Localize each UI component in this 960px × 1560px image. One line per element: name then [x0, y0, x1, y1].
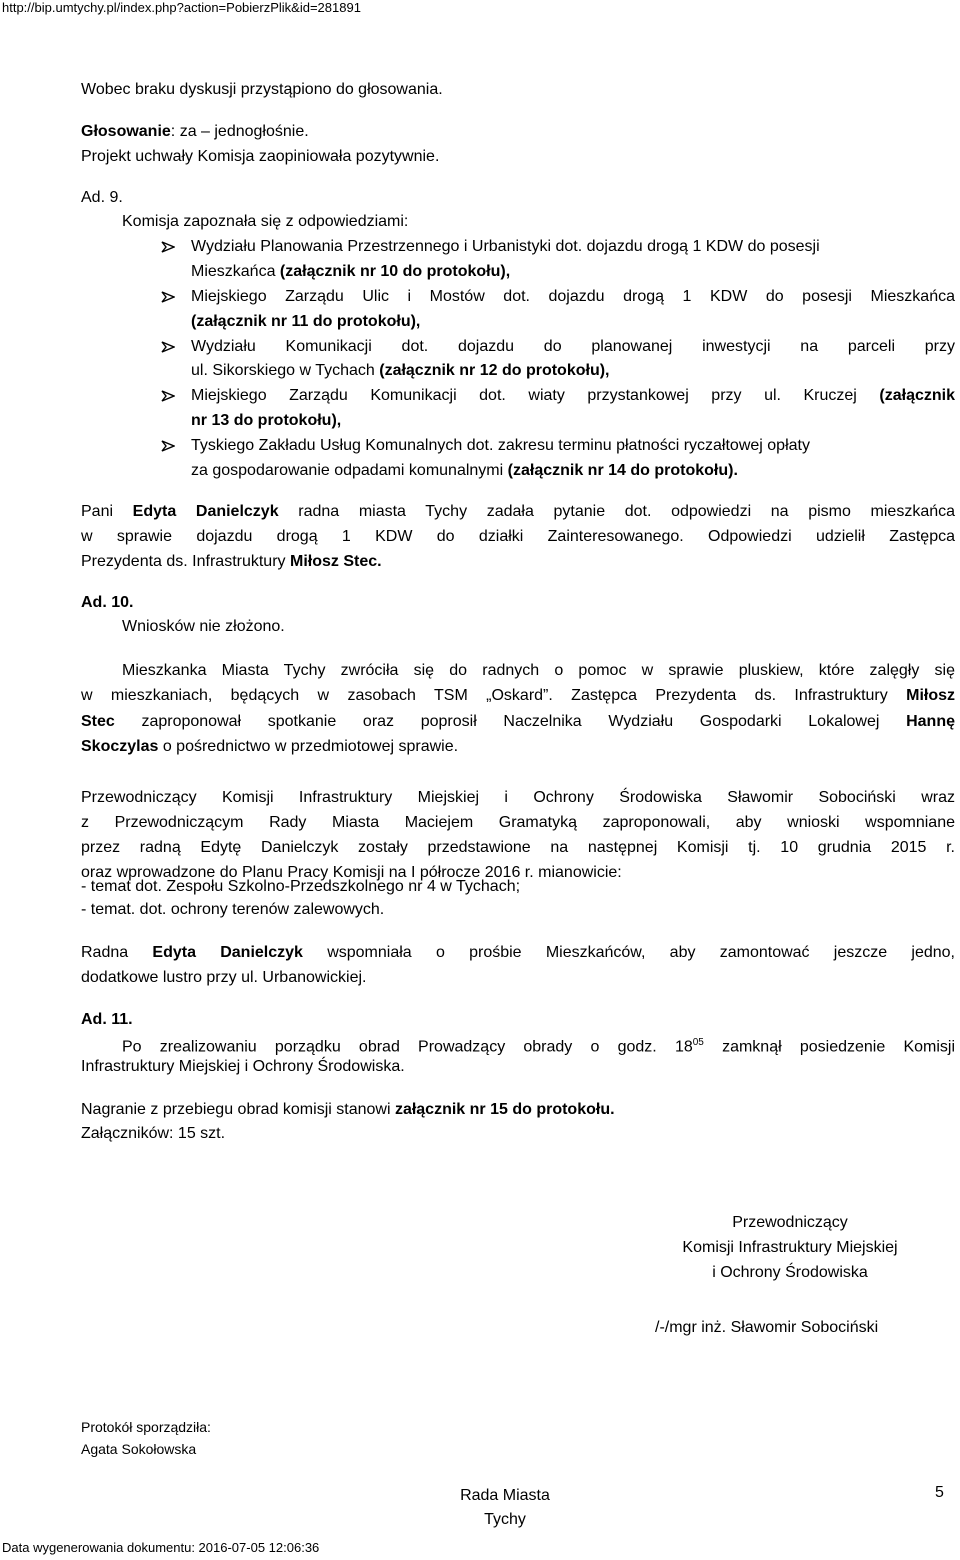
text-span: Mieszkańca — [191, 263, 280, 280]
text-span: o pośrednictwo w przedmiotowej sprawie. — [158, 738, 459, 755]
paragraph-line — [81, 686, 955, 706]
text-line: Wobec braku dyskusji przystąpiono do głosowania. — [81, 81, 443, 98]
paragraph-line — [81, 737, 458, 757]
person-name: Hannę — [906, 713, 955, 730]
prepared-by-name: Agata Sokołowska — [81, 1441, 197, 1457]
paragraph-line — [81, 552, 382, 572]
text-span: Nagranie z przebiegu obrad komisji stanowi — [81, 1101, 395, 1118]
paragraph-line: Przewodniczący Komisji Infrastruktury Miejskiej i Ochrony Środowiska Sławomir Sobociński wraz — [81, 789, 955, 806]
arrow-bullet-icon — [161, 337, 175, 353]
list-line: - temat dot. Zespołu Szkolno-Przedszkolnego nr 4 w Tychach; — [81, 878, 521, 895]
bullet-line: Wydziału Planowania Przestrzennego i Urbanistyki dot. dojazdu drogą 1 KDW do posesji — [191, 238, 820, 255]
text-span: za gospodarowanie odpadami komunalnymi — [191, 462, 508, 479]
paragraph-line: dodatkowe lustro przy ul. Urbanowickiej. — [81, 969, 367, 986]
source-url: http://bip.umtychy.pl/index.php?action=PobierzPlik&id=281891 — [2, 0, 361, 15]
text-span: Pani — [81, 503, 133, 520]
bullet-line: Wydziału Komunikacji dot. dojazdu do planowanej inwestycji na parceli przy — [191, 338, 955, 355]
bullet-line — [191, 386, 955, 406]
time-minutes: 05 — [692, 1037, 704, 1048]
section-heading-ad9: Ad. 9. — [81, 189, 123, 206]
list-line: - temat. dot. ochrony terenów zalewowych. — [81, 901, 385, 918]
page-number: 5 — [935, 1484, 944, 1501]
person-name: Miłosz — [906, 687, 955, 704]
text-span: Miejskiego Zarządu Komunikacji dot. wiaty przystankowej przy ul. Kruczej — [191, 387, 880, 404]
text-span: ul. Sikorskiego w Tychach — [191, 362, 380, 379]
text-span: radna miasta Tychy zadała pytanie dot. odpowiedzi na pismo mieszkańca — [278, 503, 956, 520]
person-name: Stec — [81, 713, 115, 730]
paragraph-line — [81, 502, 955, 522]
section-heading-ad11 — [81, 1010, 133, 1030]
person-name: Edyta Danielczyk — [132, 503, 279, 520]
heading-text: Ad. 11. — [81, 1011, 133, 1028]
paragraph-line: Mieszkanka Miasta Tychy zwróciła się do radnych o pomoc w sprawie pluskiew, które zalęgły się — [122, 662, 955, 679]
arrow-bullet-icon — [161, 386, 175, 402]
text-span: w mieszkaniach, będących w zasobach TSM „Oskard”. Zastępca Prezydenta ds. Infrastruktury — [81, 687, 907, 704]
attachment-ref: (załącznik nr 14 do protokołu). — [507, 462, 738, 479]
person-name: Miłosz Stec. — [289, 553, 382, 570]
paragraph-line — [81, 712, 955, 732]
attachment-ref: (załącznik nr 10 do protokołu), — [279, 263, 511, 280]
paragraph-line — [122, 1033, 955, 1057]
text-line: Wniosków nie złożono. — [122, 618, 285, 635]
paragraph-line — [81, 943, 955, 963]
vote-result: : za – jednogłośnie. — [170, 123, 309, 140]
signature-name: /-/mgr inż. Sławomir Sobociński — [655, 1319, 879, 1336]
footer-org-city: Tychy — [484, 1511, 526, 1528]
paragraph-line: oraz wprowadzone do Planu Pracy Komisji na I półrocze 2016 r. mianowicie: — [81, 864, 622, 881]
signature-committee-cont: i Ochrony Środowiska — [712, 1264, 868, 1281]
generated-date: Data wygenerowania dokumentu: 2016-07-05 12:06:36 — [2, 1540, 320, 1555]
arrow-bullet-icon — [161, 436, 175, 452]
heading-text: Ad. 10. — [81, 594, 134, 611]
bullet-line — [191, 461, 738, 481]
person-name: Edyta Danielczyk — [152, 944, 303, 961]
arrow-bullet-icon — [161, 287, 175, 303]
text-span: Po zrealizowaniu porządku obrad Prowadzący obrady o godz. 18 — [122, 1038, 693, 1056]
person-name: Skoczylas — [81, 738, 159, 755]
prepared-by-label: Protokół sporządziła: — [81, 1419, 211, 1435]
paragraph-line: przez radną Edytę Danielczyk zostały przedstawione na następnej Komisji tj. 10 grudnia 2015 r. — [81, 839, 955, 856]
vote-line — [81, 122, 309, 142]
attachment-ref: (załącznik nr 12 do protokołu), — [379, 362, 610, 379]
paragraph-line — [81, 1100, 615, 1120]
bullet-line — [191, 411, 341, 431]
attachment-ref: (załącznik nr 11 do protokołu), — [191, 313, 421, 330]
text-span: wspomniała o prośbie Mieszkańców, aby zamontować jeszcze jedno, — [302, 944, 956, 961]
attachment-ref: nr 13 do protokołu), — [191, 412, 342, 429]
text-span: Radna — [81, 944, 153, 961]
section-heading-ad10 — [81, 593, 133, 613]
bullet-line: Miejskiego Zarządu Ulic i Mostów dot. dojazdu drogą 1 KDW do posesji Mieszkańca — [191, 288, 955, 305]
bullet-line — [191, 361, 609, 381]
text-line: Komisja zapoznała się z odpowiedziami: — [122, 213, 409, 230]
bullet-line — [191, 262, 510, 282]
paragraph-line: Infrastruktury Miejskiej i Ochrony Środowiska. — [81, 1058, 405, 1075]
text-span: Prezydenta ds. Infrastruktury — [81, 553, 290, 570]
text-span: zaproponował spotkanie oraz poprosił Naczelnika Wydziału Gospodarki Lokalowej — [114, 713, 907, 730]
paragraph-line: w sprawie dojazdu drogą 1 KDW do działki Zainteresowanego. Odpowiedzi udzielił Zastępca — [81, 528, 955, 545]
attachment-ref: załącznik nr 15 do protokołu. — [394, 1101, 615, 1118]
signature-title: Przewodniczący — [732, 1214, 848, 1231]
footer-org: Rada Miasta — [460, 1487, 550, 1504]
arrow-bullet-icon — [161, 237, 175, 253]
bullet-line: Tyskiego Zakładu Usług Komunalnych dot. zakresu terminu płatności ryczałtowej opłaty — [191, 437, 810, 454]
text-line: Projekt uchwały Komisja zaopiniowała pozytywnie. — [81, 148, 440, 165]
attachment-ref: (załącznik — [879, 387, 955, 404]
paragraph-line: Załączników: 15 szt. — [81, 1125, 226, 1142]
bullet-line — [191, 312, 420, 332]
paragraph-line: z Przewodniczącym Rady Miasta Maciejem Gramatyką zaproponowali, aby wnioski wspomniane — [81, 814, 955, 831]
vote-label: Głosowanie — [81, 123, 171, 140]
signature-committee: Komisji Infrastruktury Miejskiej — [682, 1239, 898, 1256]
text-span: zamknął posiedzenie Komisji — [703, 1038, 956, 1056]
